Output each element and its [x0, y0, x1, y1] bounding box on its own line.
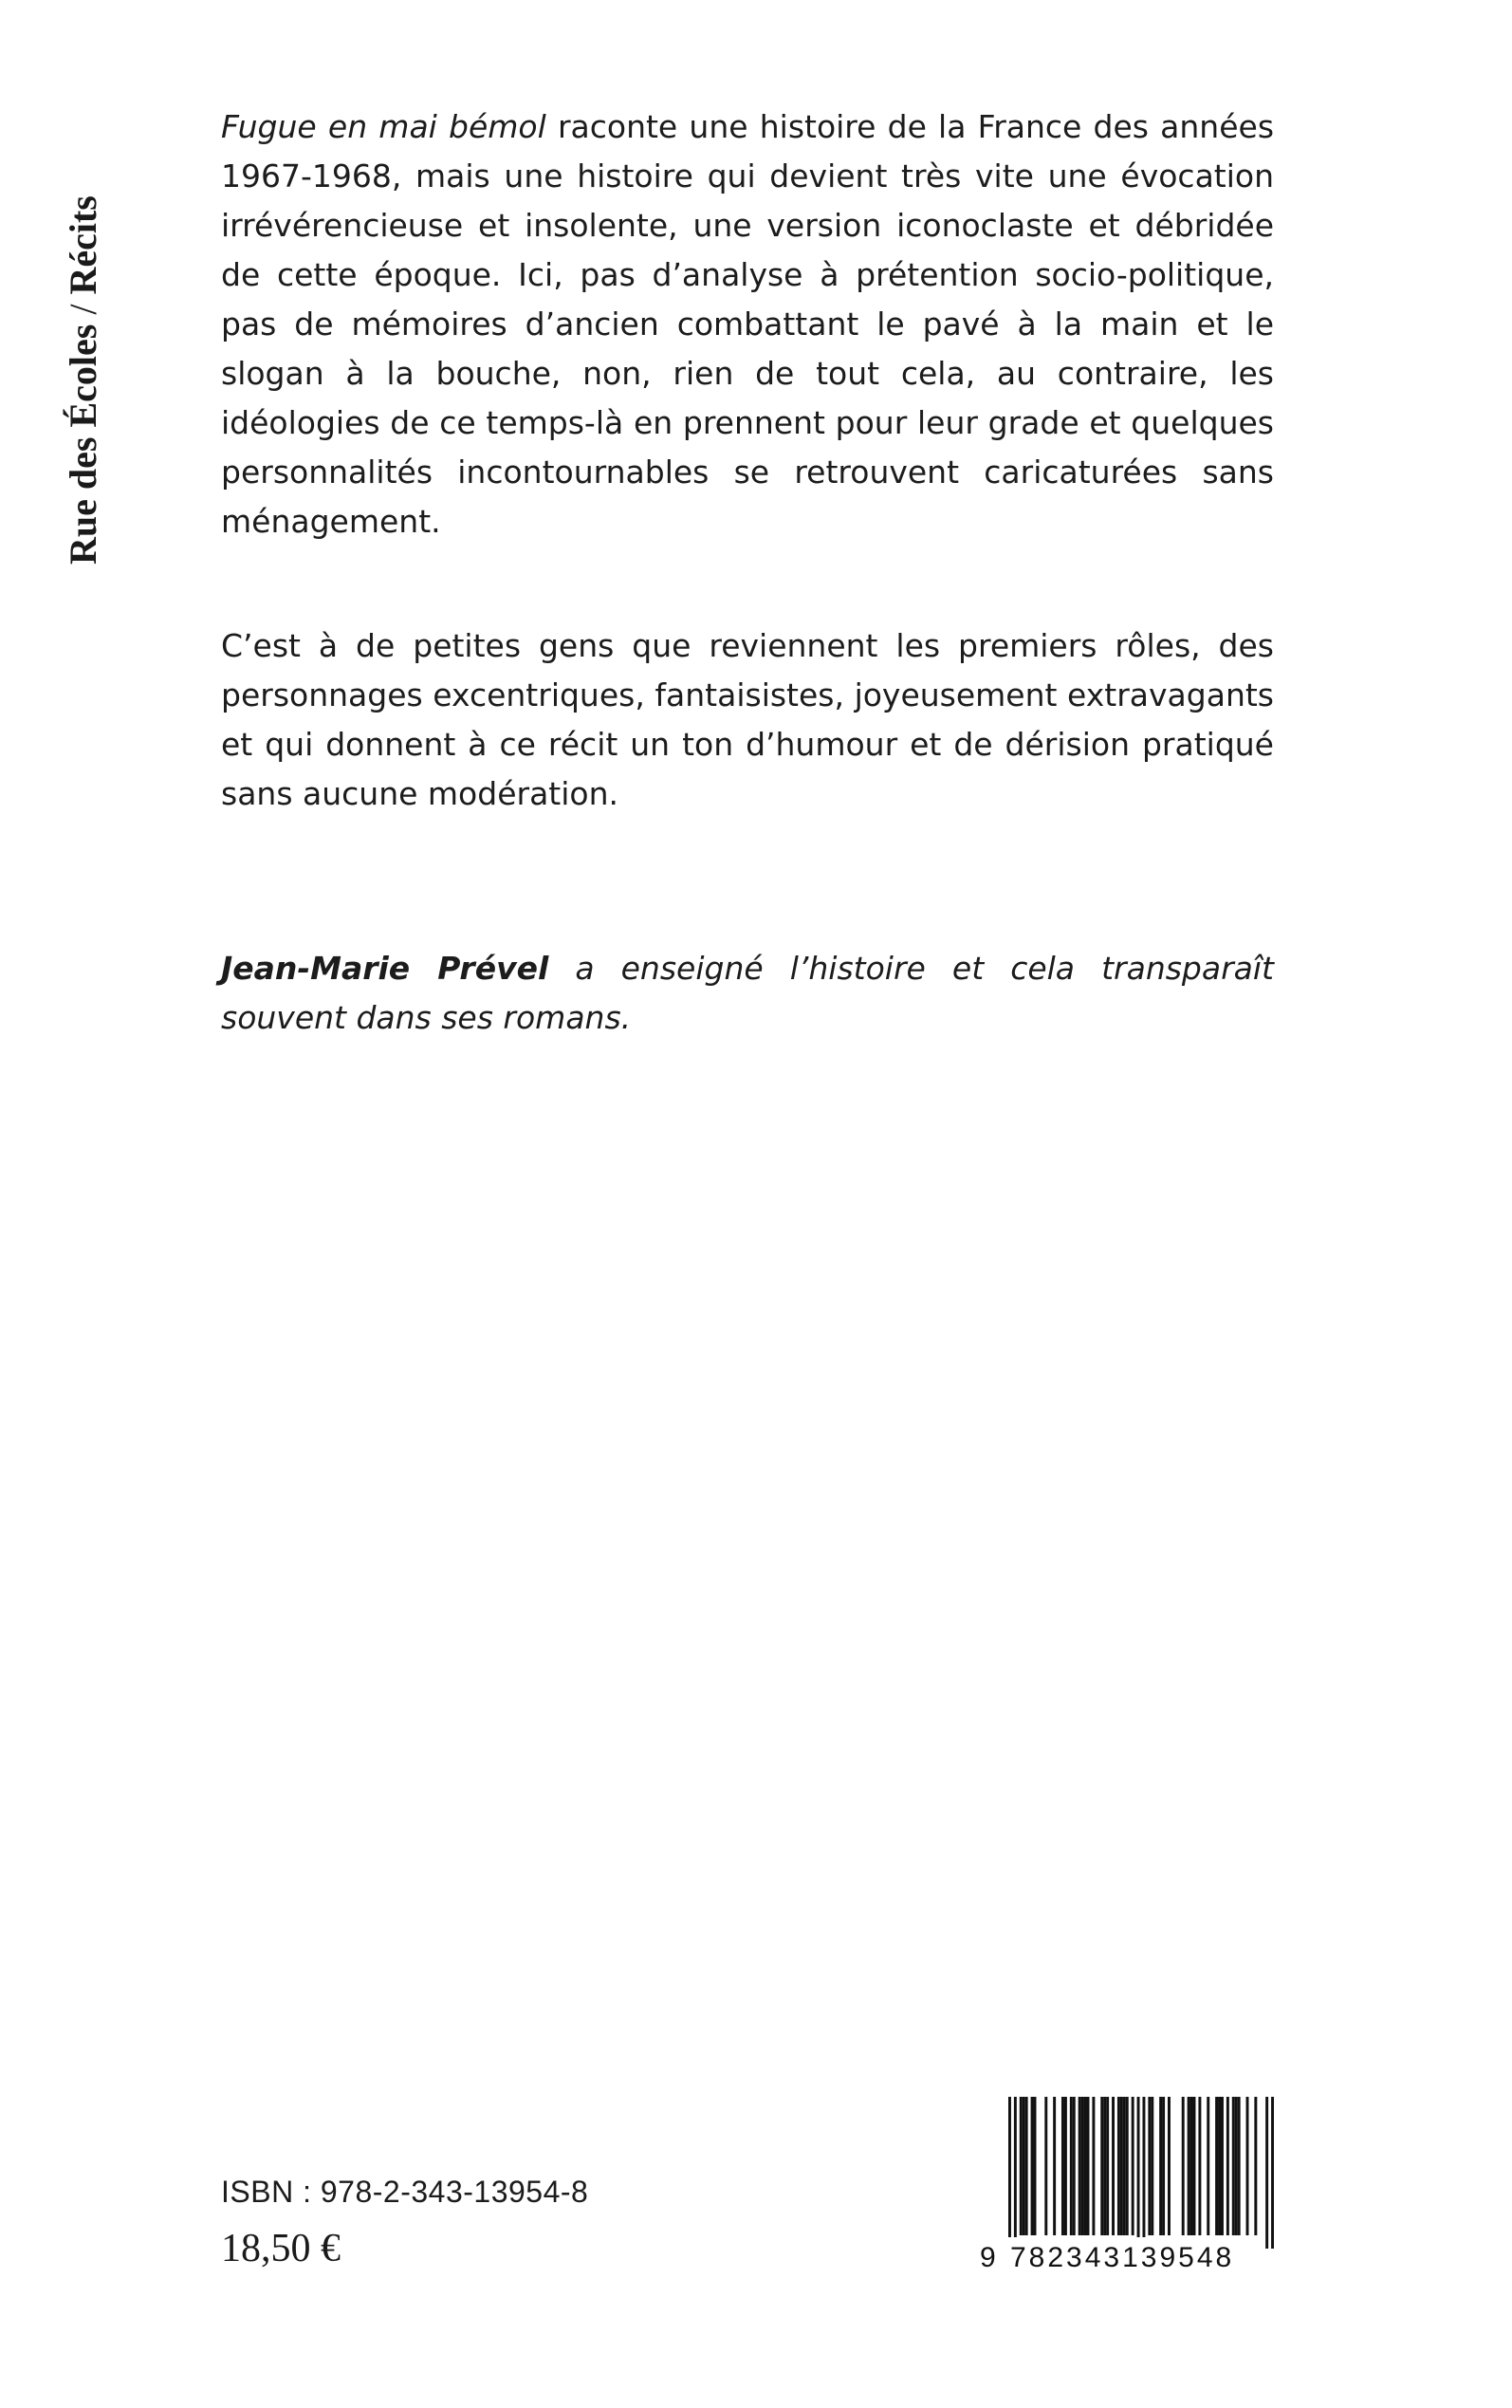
barcode-bar [1226, 2097, 1229, 2235]
barcode-bar [1025, 2097, 1028, 2235]
author-bio-text: a enseigné l’histoire et cela transparaît souvent dans ses romans. [221, 950, 1274, 1036]
barcode [980, 2097, 1274, 2277]
barcode-bar [1151, 2097, 1153, 2235]
barcode-bar [1023, 2097, 1025, 2235]
barcode-bar [1117, 2097, 1120, 2235]
barcode-bar [1020, 2097, 1023, 2235]
barcode-bar [1168, 2097, 1171, 2235]
barcode-bar [1008, 2097, 1011, 2249]
barcode-bar [1235, 2097, 1238, 2235]
barcode-bar [1188, 2097, 1190, 2235]
barcode-bar [1106, 2097, 1109, 2235]
barcode-bar [1084, 2097, 1087, 2235]
barcode-bar [1148, 2097, 1151, 2235]
barcode-bar [1190, 2097, 1193, 2235]
barcode-bar [1193, 2097, 1196, 2235]
barcode-bar [1182, 2097, 1185, 2235]
barcode-bar [1207, 2097, 1209, 2235]
barcode-bar [1123, 2097, 1126, 2235]
series-separator: / [62, 294, 104, 324]
barcode-bar [1254, 2097, 1257, 2235]
barcode-bar [1142, 2097, 1145, 2249]
book-title: Fugue en mai bémol [221, 108, 546, 145]
barcode-bar [1061, 2097, 1064, 2235]
barcode-bar [1198, 2097, 1201, 2235]
barcode-bar [1031, 2097, 1034, 2235]
barcode-bar [1073, 2097, 1076, 2235]
barcode-bar [1092, 2097, 1095, 2235]
barcode-bar [1034, 2097, 1037, 2235]
barcode-bar [1218, 2097, 1221, 2235]
barcode-bar [1044, 2097, 1047, 2235]
barcode-bar [1081, 2097, 1084, 2235]
barcode-digits [980, 2237, 1274, 2279]
series-name: Rue des Écoles [62, 324, 104, 565]
barcode-bar [1014, 2097, 1017, 2249]
barcode-bar [1087, 2097, 1090, 2235]
collection-name: Récits [62, 195, 104, 295]
blurb-paragraph-1 [221, 102, 1274, 546]
barcode-bar [1103, 2097, 1106, 2235]
barcode-bar [1246, 2097, 1249, 2235]
barcode-bar [1064, 2097, 1067, 2235]
blurb-paragraph-1-text: raconte une histoire de la France des années 1967-1968, mais une histoire qui devient très vite une évocation irrévérencieuse et insolente, une version iconoclaste et débridée de cette époque. Ici, pas d’analyse à prétention socio-politique, pas de mémoires d’ancien combattant le pavé à la main et le slogan à la bouche, non, rien de tout cela, au contraire, les idéologies de ce temps-là en prennent pour leur grade et quelques personnalités incontournables se retrouvent caricaturées sans ménagement. [221, 108, 1275, 540]
isbn: ISBN : 978-2-343-13954-8 [221, 2175, 589, 2209]
barcode-bar [1271, 2097, 1274, 2249]
barcode-bar [1159, 2097, 1162, 2235]
barcode-bar [1070, 2097, 1073, 2235]
barcode-bar [1238, 2097, 1241, 2235]
barcode-bar [1232, 2097, 1235, 2235]
barcode-bar [1137, 2097, 1140, 2249]
barcode-bars [980, 2097, 1274, 2249]
barcode-digit-string: 782343139548 [1008, 2237, 1236, 2279]
barcode-first-digit: 9 [980, 2242, 999, 2273]
blurb-paragraph-2: C’est à de petites gens que reviennent les premiers rôles, des personnages excentriques, fantaisistes, joyeusement extravagants et qui donnent à ce récit un ton d’humour et de dérision pratiqué sans aucune modération. [221, 627, 1274, 812]
author-bio [221, 944, 1274, 1043]
spine-series-label [57, 100, 110, 565]
barcode-bar [1132, 2097, 1134, 2235]
barcode-bar [1112, 2097, 1115, 2235]
barcode-bar [1126, 2097, 1129, 2235]
barcode-bar [1215, 2097, 1218, 2235]
barcode-bar [1053, 2097, 1056, 2235]
price: 18,50 € [221, 2227, 341, 2270]
barcode-bar [1162, 2097, 1165, 2235]
barcode-bar [1079, 2097, 1081, 2235]
barcode-bar [1265, 2097, 1268, 2249]
author-name: Jean-Marie Prével [221, 950, 549, 987]
barcode-bar [1120, 2097, 1123, 2235]
barcode-bar [1100, 2097, 1103, 2235]
barcode-bar [1221, 2097, 1224, 2235]
